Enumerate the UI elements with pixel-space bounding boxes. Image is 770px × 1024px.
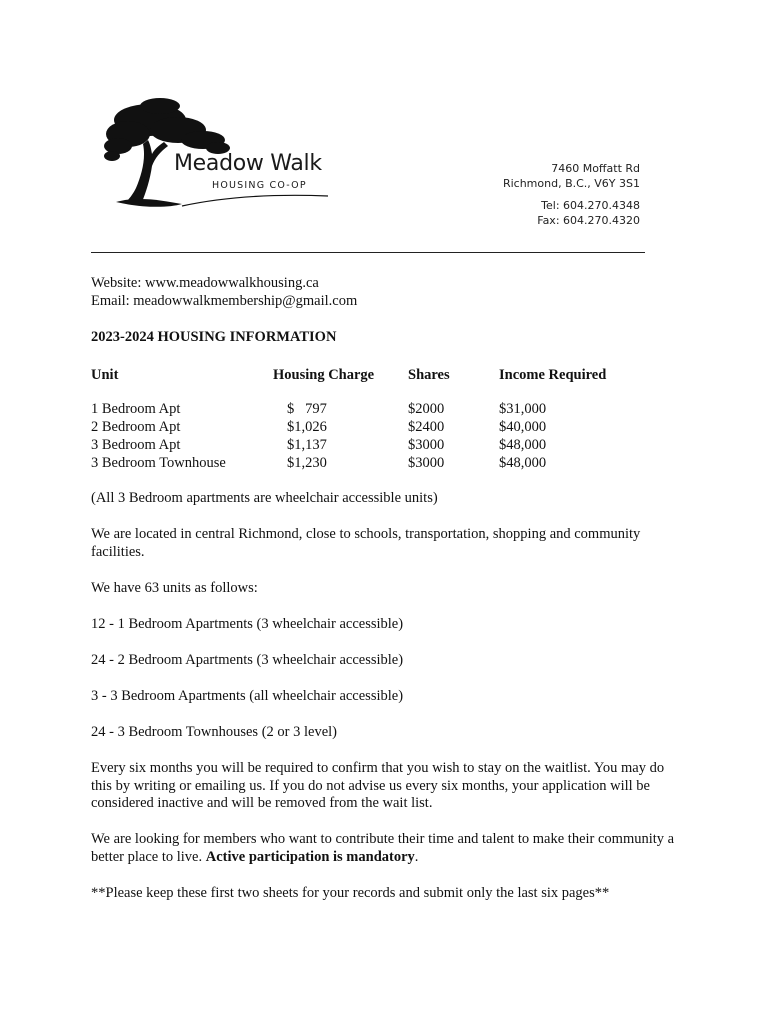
table-cell: $3000 (408, 437, 445, 453)
section-title: 2023-2024 HOUSING INFORMATION (91, 329, 337, 345)
table-cell: 3 Bedroom Townhouse (91, 455, 226, 471)
telephone: Tel: 604.270.4348 (541, 199, 640, 212)
members-text: We are looking for members who want to contribute their time and talent to make their community a better place to live. (91, 831, 675, 865)
records-note: **Please keep these first two sheets for your records and submit only the last six pages** (91, 885, 610, 901)
table-cell: $48,000 (499, 455, 547, 471)
contact-info (91, 274, 357, 310)
table-cell: $2000 (408, 401, 445, 417)
column-header: Unit (91, 367, 119, 383)
unit-list-item: 3 - 3 Bedroom Apartments (all wheelchair accessible) (91, 688, 404, 704)
table-cell: $1,137 (287, 437, 327, 453)
table-row (91, 454, 649, 472)
table-row (91, 418, 649, 436)
waitlist-paragraph: Every six months you will be required to confirm that you wish to stay on the waitlist. You may do this by writing or emailing us. If you do not advise us every six months, your application will be considered inactive and will be removed from the wait list. (91, 760, 665, 811)
table-cell: 3 Bedroom Apt (91, 437, 181, 453)
units-intro: We have 63 units as follows: (91, 580, 258, 596)
members-paragraph (91, 831, 687, 866)
table-cell: $3000 (408, 455, 445, 471)
fax: Fax: 604.270.4320 (537, 213, 640, 227)
location-paragraph: We are located in central Richmond, close to schools, transportation, shopping and community facilities. (91, 526, 641, 560)
column-header: Income Required (499, 367, 607, 383)
accessible-note: (All 3 Bedroom apartments are wheelchair accessible units) (91, 490, 438, 506)
housing-table (91, 364, 649, 472)
table-cell: $1,230 (287, 455, 327, 471)
header-divider (91, 252, 645, 253)
mandatory-notice: Active participation is mandatory (205, 848, 415, 865)
org-subtitle: HOUSING CO-OP (212, 180, 307, 191)
website-line: Website: www.meadowwalkhousing.ca (91, 275, 319, 291)
column-header: Housing Charge (273, 367, 375, 383)
table-cell: $1,026 (287, 419, 327, 435)
org-name: Meadow Walk (174, 151, 322, 176)
table-cell: $ 797 (287, 401, 327, 417)
address-city: Richmond, B.C., V6Y 3S1 (502, 176, 640, 190)
table-cell: $2400 (408, 419, 445, 435)
address-block (470, 162, 640, 228)
table-cell: $40,000 (499, 419, 547, 435)
members-end: . (414, 848, 419, 865)
table-row (91, 400, 649, 418)
table-cell: 2 Bedroom Apt (91, 419, 181, 435)
table-cell: $48,000 (499, 437, 547, 453)
unit-list-item: 24 - 2 Bedroom Apartments (3 wheelchair accessible) (91, 652, 404, 668)
table-cell: 1 Bedroom Apt (91, 401, 181, 417)
table-cell: $31,000 (499, 401, 547, 417)
address-street: 7460 Moffatt Rd (551, 162, 640, 175)
unit-list-item: 12 - 1 Bedroom Apartments (3 wheelchair accessible) (91, 616, 404, 632)
column-header: Shares (408, 367, 450, 383)
email-line: Email: meadowwalkmembership@gmail.com (91, 293, 358, 309)
table-row (91, 436, 649, 454)
table-header-row (91, 364, 649, 386)
coop-logo (98, 96, 338, 216)
unit-list-item: 24 - 3 Bedroom Townhouses (2 or 3 level) (91, 724, 337, 740)
